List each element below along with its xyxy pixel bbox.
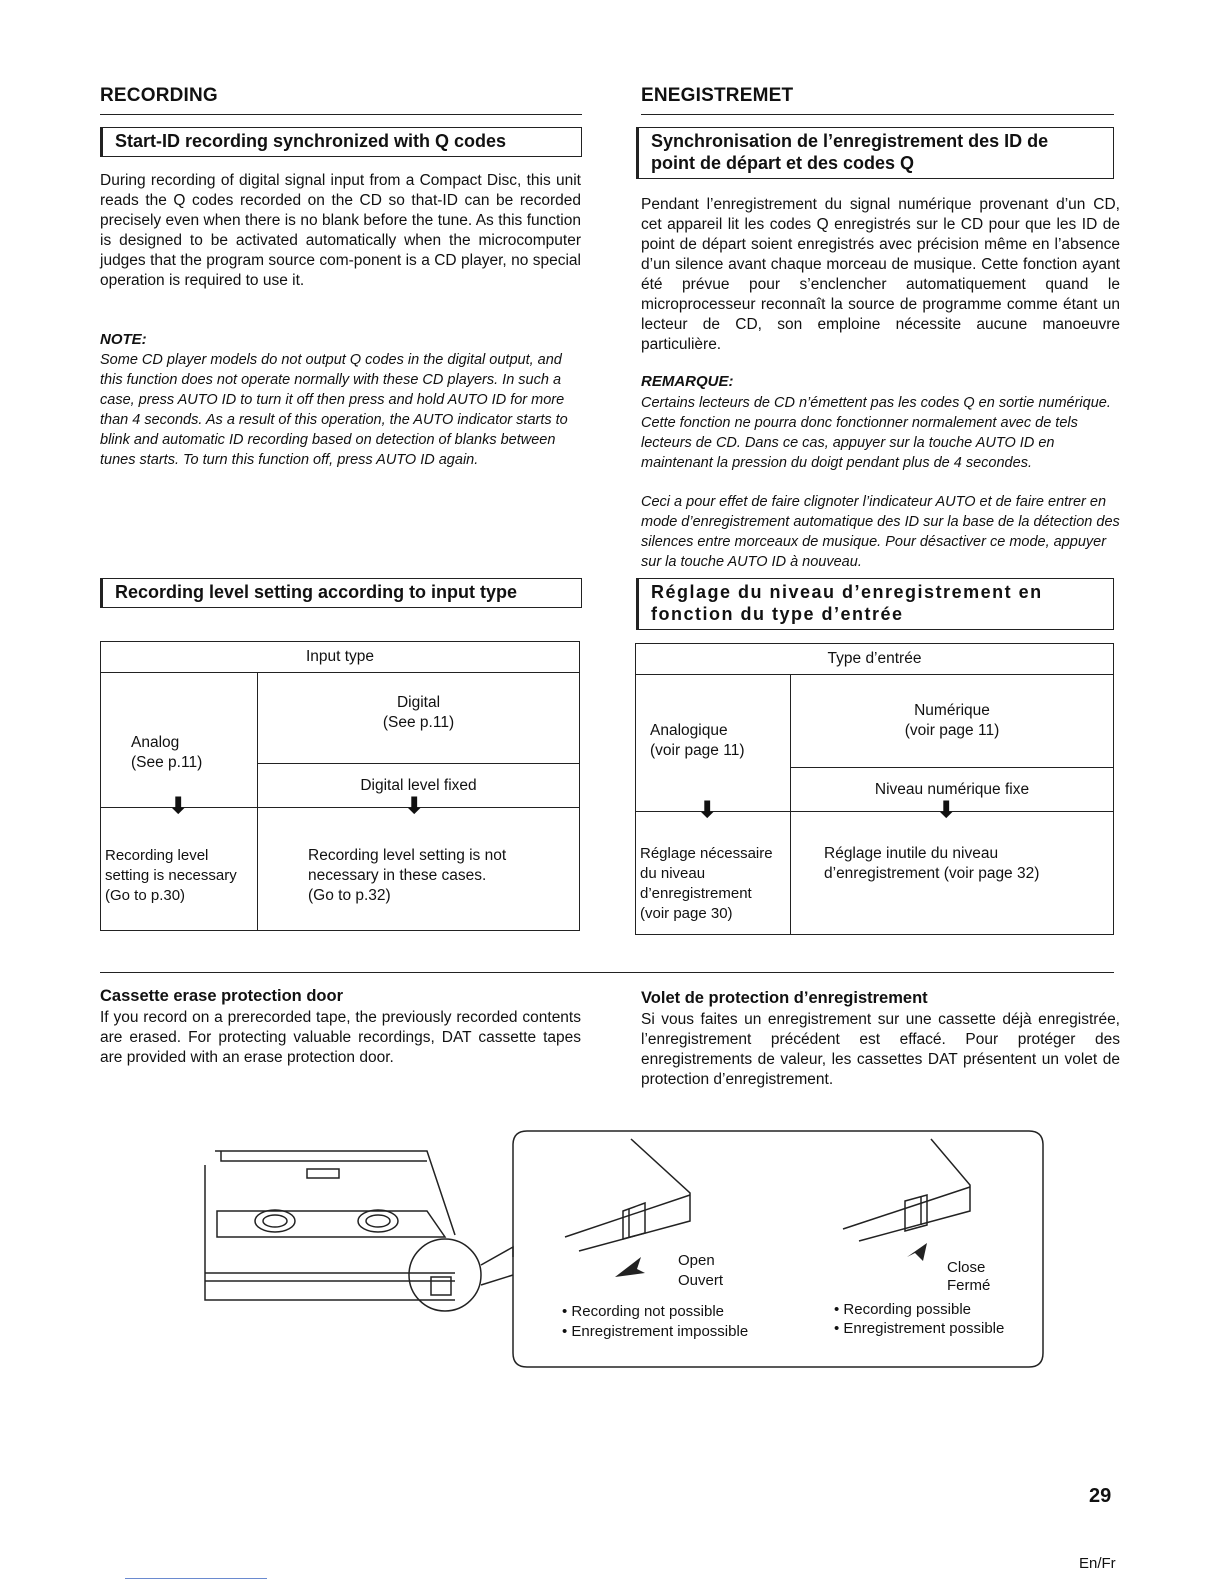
result-numerique-line2: d’enregistrement (voir page 32)	[824, 865, 1040, 882]
down-arrow-icon: ⬇	[937, 797, 956, 822]
recording-level-heading-box	[100, 578, 582, 608]
cassette-window	[307, 1169, 339, 1178]
recording-level-heading: Recording level setting according to input type	[115, 582, 518, 602]
close-label-fr: Fermé	[947, 1277, 991, 1294]
cassette-body-outline	[205, 1151, 455, 1300]
result-numerique-line1: Réglage inutile du niveau	[824, 845, 999, 862]
volet-body: Si vous faites un enregistrement sur une cassette déjà enregistrée, l’enregistrement précédent est effacé. Pour protéger des enregistrements de valeur, les cassettes DAT présentent un volet de protection d’enregistrement.	[641, 1011, 1120, 1088]
analogique-cell	[636, 675, 791, 812]
remarque-title: REMARQUE:	[641, 373, 734, 390]
close-note-fr: • Enregistrement possible	[834, 1320, 1005, 1337]
sync-heading-box	[636, 127, 1114, 179]
divider-rule	[100, 972, 1114, 973]
down-arrow-icon: ⬇	[169, 793, 188, 818]
reglage-heading-line1: Réglage du niveau d’enregistrement en	[651, 582, 1043, 602]
analogique-ref: (voir page 11)	[650, 742, 745, 759]
reglage-heading-line2: fonction du type d’entrée	[651, 604, 904, 624]
recording-level-table	[100, 641, 580, 931]
result-analogique-line3: d’enregistrement	[640, 885, 752, 902]
type-entree-header: Type d’entrée	[636, 644, 1114, 675]
result-analogique-cell	[636, 797, 791, 935]
reglage-table	[635, 643, 1114, 935]
section-title-enregistrement: ENEGISTREMET	[641, 85, 794, 106]
start-id-heading: Start-ID recording synchronized with Q codes	[115, 131, 507, 151]
start-id-heading-box	[100, 127, 582, 157]
close-arrow-icon	[907, 1243, 927, 1261]
cassette-body: If you record on a prerecorded tape, the previously recorded contents are erased. For protecting valuable recordings, DAT cassette tapes are provided with an erase protection door.	[100, 1009, 581, 1066]
digital-cell	[258, 673, 580, 764]
open-note-fr: • Enregistrement impossible	[562, 1323, 749, 1340]
result-analog-line3: (Go to p.30)	[105, 887, 186, 904]
sync-heading-line2: point de départ et des codes Q	[651, 153, 915, 173]
close-door-detail	[859, 1139, 970, 1241]
result-digital-line1: Recording level setting is not	[308, 847, 507, 864]
result-analog-cell	[101, 793, 258, 931]
start-id-body: During recording of digital signal input from a Compact Disc, this unit reads the Q codes recorded on the CD so that-ID can be recorded precisely even when there is no blank before the tune. As this function is designed to be activated automatically when the microcomputer judges that the program source com-ponent is a CD player, no special operation is required to use it.	[100, 172, 581, 289]
close-label-en: Close	[947, 1259, 986, 1276]
result-analog-line2: setting is necessary	[105, 867, 237, 884]
numerique-fixe-cell: Niveau numérique fixe	[791, 768, 1114, 812]
open-label-fr: Ouvert	[678, 1272, 724, 1289]
numerique-ref: (voir page 11)	[904, 722, 1000, 739]
analog-ref: (See p.11)	[131, 754, 203, 771]
reglage-heading-box	[636, 578, 1114, 630]
remarque-body-2: Ceci a pour effet de faire clignoter l’indicateur AUTO et de faire entrer en mode d’enregistrement automatique des ID sur la base de la détection des silences entre morceaux de musique. Pour désactiver ce mode, appuyer sur la touche AUTO ID à nouveau.	[641, 494, 1120, 570]
cassette-title: Cassette erase protection door	[100, 987, 343, 1005]
down-arrow-icon: ⬇	[698, 797, 717, 822]
language-code: En/Fr	[1079, 1555, 1116, 1572]
result-analogique-line2: du niveau	[640, 865, 706, 882]
right-reel-icon	[358, 1210, 398, 1232]
open-door-detail	[579, 1139, 690, 1251]
numerique-label: Numérique	[914, 702, 990, 719]
analogique-label: Analogique	[650, 722, 728, 739]
down-arrow-icon: ⬇	[405, 793, 424, 818]
section-rule	[100, 114, 582, 115]
cassette-tape-window	[217, 1211, 445, 1237]
input-type-header: Input type	[101, 642, 580, 673]
result-analogique-line4: (voir page 30)	[640, 905, 733, 922]
open-arrow-icon	[615, 1257, 645, 1277]
remarque-body-1: Certains lecteurs de CD n’émettent pas les codes Q en sortie numérique. Cette fonction ne pourra donc fonctionner normalement avec de tels lecteurs de CD. Dans ce cas, appuyer sur la touche AUTO ID en maintenant la pression du doigt pendant plus de 4 secondes.	[641, 395, 1111, 471]
sync-heading-line1: Synchronisation de l’enregistrement des ID de	[651, 131, 1049, 151]
result-analogique-line1: Réglage nécessaire	[640, 845, 773, 862]
section-rule	[641, 114, 1114, 115]
result-numerique-cell	[791, 797, 1114, 935]
open-label-en: Open	[678, 1252, 715, 1269]
left-reel-icon	[255, 1210, 295, 1232]
numerique-cell	[791, 675, 1114, 768]
section-title-recording: RECORDING	[100, 85, 218, 106]
result-analog-line1: Recording level	[105, 847, 209, 864]
analog-cell	[101, 673, 258, 808]
footer-underline	[125, 1578, 267, 1579]
note-title: NOTE:	[100, 331, 147, 348]
volet-title: Volet de protection d’enregistrement	[641, 989, 928, 1007]
note-body: Some CD player models do not output Q codes in the digital output, and this function does not operate normally with these CD players. In such a case, press AUTO ID to turn it off then press and hold AUTO ID for more than 4 seconds. As a result of this operation, the AUTO indicator starts to blink and automatic ID recording based on detection of blanks between tunes starts. To turn this function off, press AUTO ID again.	[100, 352, 568, 468]
analog-label: Analog	[131, 734, 180, 751]
digital-fixed-cell: Digital level fixed	[258, 764, 580, 808]
result-digital-cell	[258, 793, 580, 931]
digital-ref: (See p.11)	[382, 714, 455, 731]
close-note-en: • Recording possible	[834, 1301, 971, 1318]
result-digital-line2: necessary in these cases.	[308, 867, 487, 884]
sync-body: Pendant l’enregistrement du signal numérique provenant d’un CD, cet appareil lit les codes Q enregistrés sur le CD pour que les ID de point de départ soient enregistrés avec précision même en l’absence d’un silence avant chaque morceau de musique. Cette fonction ayant été prévue pour s’enclencher automatiquement quand le microprocesseur reconnaît la source de programme comme étant un lecteur de CD, son emploine nécessite aucune manoeuvre particulière.	[641, 196, 1120, 353]
result-digital-line3: (Go to p.32)	[308, 887, 391, 904]
page-number: 29	[1089, 1485, 1112, 1507]
open-note-en: • Recording not possible	[562, 1303, 725, 1320]
digital-label: Digital	[396, 694, 441, 711]
